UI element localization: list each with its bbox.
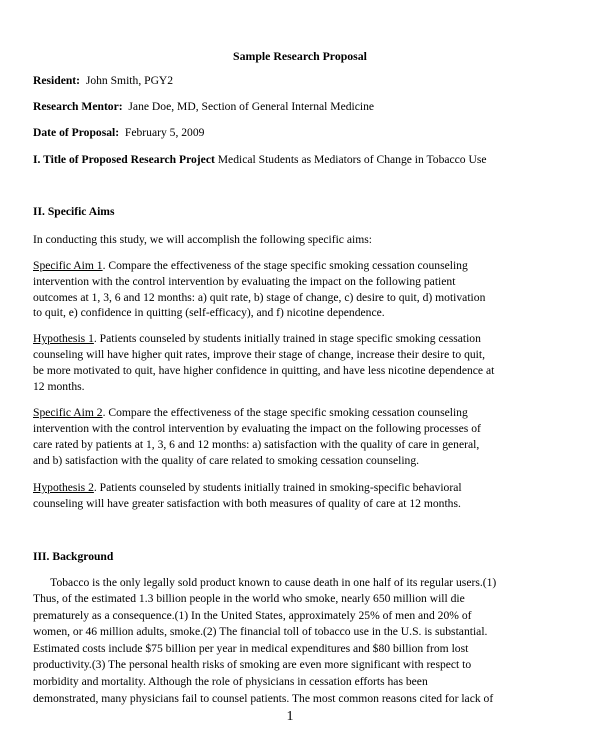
- mentor-value: Jane Doe, MD, Section of General Internal Medicine: [128, 100, 375, 113]
- hyp1-line-1: [33, 332, 481, 346]
- specific-aims-intro: In conducting this study, we will accomplish the following specific aims:: [33, 233, 372, 246]
- hyp2-line-2: counseling will have greater satisfaction with both measures of quality of care at 12 months.: [33, 497, 461, 510]
- background-line-5: Estimated costs include $75 billion per year in medical expenditures and $80 billion from lost: [33, 642, 469, 655]
- date-line: [33, 126, 204, 140]
- aim2-line-3: care rated by patients at 1, 3, 6 and 12 months: a) satisfaction with the quality of care in general,: [33, 438, 480, 451]
- date-label: Date of Proposal:: [33, 126, 120, 139]
- specific-aims-heading: II. Specific Aims: [33, 205, 115, 218]
- page-number: 1: [286, 709, 294, 724]
- aim2-line-1: [33, 406, 468, 420]
- aim2-label: Specific Aim 2: [33, 406, 103, 419]
- resident-label: Resident:: [33, 74, 81, 87]
- project-value: Medical Students as Mediators of Change in Tobacco Use: [217, 153, 487, 166]
- aim1-line-2: intervention with the control intervention by evaluating the impact on the following patient: [33, 275, 456, 288]
- aim1-label: Specific Aim 1: [33, 259, 103, 272]
- project-title-line: [33, 153, 487, 167]
- hyp2-line-1: [33, 481, 462, 495]
- aim1-line-3: outcomes at 1, 3, 6 and 12 months: a) quit rate, b) stage of change, c) desire to quit, d) motivation: [33, 291, 486, 304]
- background-line-3: prematurely as a consequence.(1) In the United States, approximately 25% of men and 20% of: [33, 609, 472, 622]
- background-line-2: Thus, of the estimated 1.3 billion people in the world who smoke, nearly 650 million will die: [33, 592, 465, 605]
- hyp1-line-3: be more motivated to quit, have higher confidence in quitting, and have less nicotine dependence at: [33, 364, 495, 377]
- project-label: I. Title of Proposed Research Project: [33, 153, 215, 166]
- background-line-7: morbidity and mortality. Although the role of physicians in cessation efforts has been: [33, 675, 428, 688]
- background-line-6: productivity.(3) The personal health risks of smoking are even more significant with respect to: [33, 658, 472, 671]
- aim2-line-4: and b) satisfaction with the quality of care related to smoking cessation counseling.: [33, 454, 420, 467]
- aim1-line-4: to quit, e) confidence in quitting (self-efficacy), and f) nicotine dependence.: [33, 306, 385, 319]
- resident-line: [33, 74, 173, 88]
- date-value: February 5, 2009: [124, 126, 205, 139]
- background-line-1: Tobacco is the only legally sold product known to cause death in one half of its regular users.(1): [33, 576, 497, 589]
- aim2-line-2: intervention with the control intervention by evaluating the impact on the following processes of: [33, 422, 481, 435]
- resident-value: John Smith, PGY2: [85, 74, 174, 87]
- background-line-8: demonstrated, many physicians fail to counsel patients. The most common reasons cited for lack of: [33, 692, 494, 705]
- mentor-line: [33, 100, 374, 114]
- hyp1-line-4: 12 months.: [33, 380, 85, 393]
- document-title: Sample Research Proposal: [233, 49, 367, 63]
- hyp1-label: Hypothesis 1: [33, 332, 94, 345]
- aim1-line-1: [33, 259, 468, 273]
- mentor-label: Research Mentor:: [33, 100, 123, 113]
- aim1-text-1: . Compare the effectiveness of the stage specific smoking cessation counseling: [102, 259, 468, 272]
- hyp2-text-1: . Patients counseled by students initially trained in smoking-specific behavioral: [93, 481, 462, 494]
- hyp2-label: Hypothesis 2: [33, 481, 94, 494]
- hyp1-text-1: . Patients counseled by students initially trained in stage specific smoking cessation: [93, 332, 481, 345]
- hyp1-line-2: counseling will have higher quit rates, improve their stage of change, increase their desire to quit,: [33, 348, 486, 361]
- aim2-text-1: . Compare the effectiveness of the stage specific smoking cessation counseling: [102, 406, 468, 419]
- background-heading: III. Background: [33, 550, 114, 563]
- background-line-4: women, or 46 million adults, smoke.(2) The financial toll of tobacco use in the U.S. is substantial.: [33, 625, 488, 638]
